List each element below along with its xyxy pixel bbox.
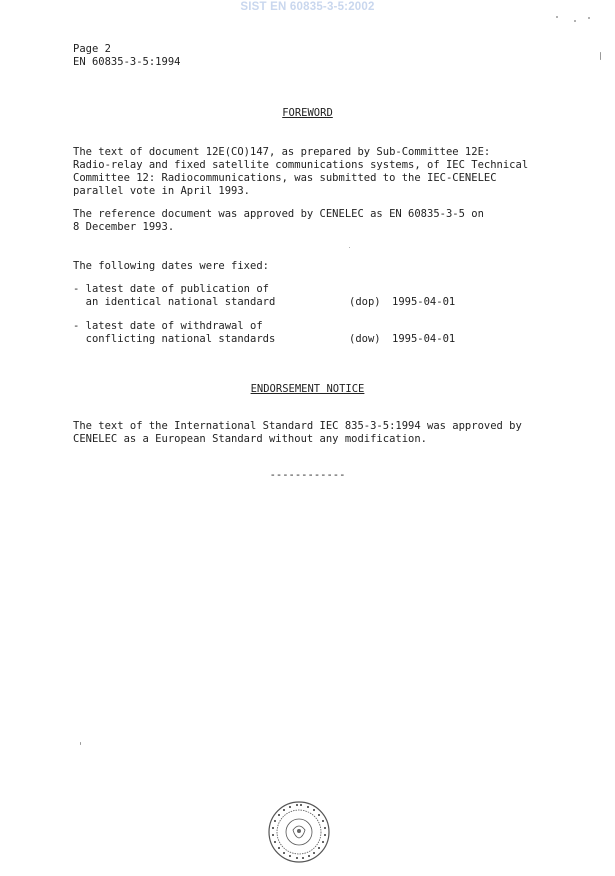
text-line: CENELEC as a European Standard without any modification. bbox=[73, 433, 428, 445]
date-label-line: - latest date of publication of bbox=[73, 283, 269, 295]
text-line: Radio-relay and fixed satellite communications systems, of IEC Technical bbox=[73, 159, 529, 171]
watermark: SIST EN 60835-3-5:2002 bbox=[240, 1, 375, 13]
date-code: (dow) bbox=[349, 333, 381, 345]
scan-speck bbox=[600, 52, 601, 60]
text-line: The reference document was approved by CENELEC as EN 60835-3-5 on bbox=[73, 208, 484, 220]
scan-speck bbox=[80, 742, 81, 745]
text-line: The text of document 12E(CO)147, as prepared by Sub-Committee 12E: bbox=[73, 146, 491, 158]
date-code: (dop) bbox=[349, 296, 381, 308]
scan-speck bbox=[556, 16, 558, 18]
dates-intro: The following dates were fixed: bbox=[73, 260, 269, 272]
endorsement-heading: ENDORSEMENT NOTICE bbox=[250, 383, 365, 395]
scan-speck bbox=[574, 20, 576, 22]
date-label-line: - latest date of withdrawal of bbox=[73, 320, 263, 332]
scan-speck bbox=[588, 17, 590, 19]
document-id: EN 60835-3-5:1994 bbox=[73, 56, 181, 68]
scan-speck bbox=[349, 247, 350, 248]
text-line: Committee 12: Radiocommunications, was submitted to the IEC-CENELEC bbox=[73, 172, 497, 184]
end-rule: ------------ bbox=[269, 469, 346, 481]
text-line: 8 December 1993. bbox=[73, 221, 175, 233]
date-label-line: conflicting national standards bbox=[73, 333, 276, 345]
foreword-heading: FOREWORD bbox=[282, 107, 333, 119]
date-value: 1995-04-01 bbox=[392, 296, 456, 308]
page-number: Page 2 bbox=[73, 43, 111, 55]
text-line: parallel vote in April 1993. bbox=[73, 185, 251, 197]
institute-seal bbox=[267, 800, 331, 864]
text-line: The text of the International Standard IEC 835-3-5:1994 was approved by bbox=[73, 420, 522, 432]
date-value: 1995-04-01 bbox=[392, 333, 456, 345]
date-label-line: an identical national standard bbox=[73, 296, 276, 308]
